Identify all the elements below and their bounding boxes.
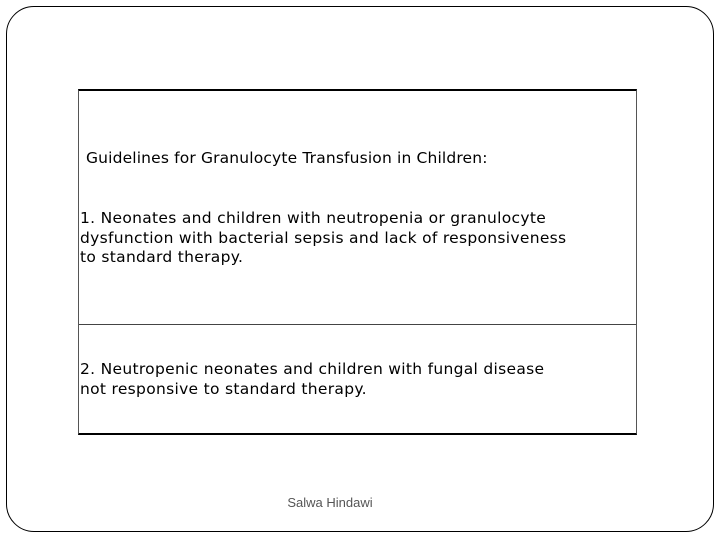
table-row bbox=[79, 325, 636, 435]
guideline-item-1: 1. Neonates and children with neutropenia or granulocyte dysfunction with bacterial sepsis and lack of responsiveness to standard therapy. bbox=[80, 209, 567, 266]
table-row bbox=[79, 91, 636, 325]
slide-footer-author: Salwa Hindawi bbox=[287, 495, 373, 510]
guideline-item-2: 2. Neutropenic neonates and children with fungal disease not responsive to standard therapy. bbox=[80, 360, 545, 398]
guidelines-table bbox=[78, 89, 637, 435]
table-heading: Guidelines for Granulocyte Transfusion in Children: bbox=[86, 149, 488, 167]
